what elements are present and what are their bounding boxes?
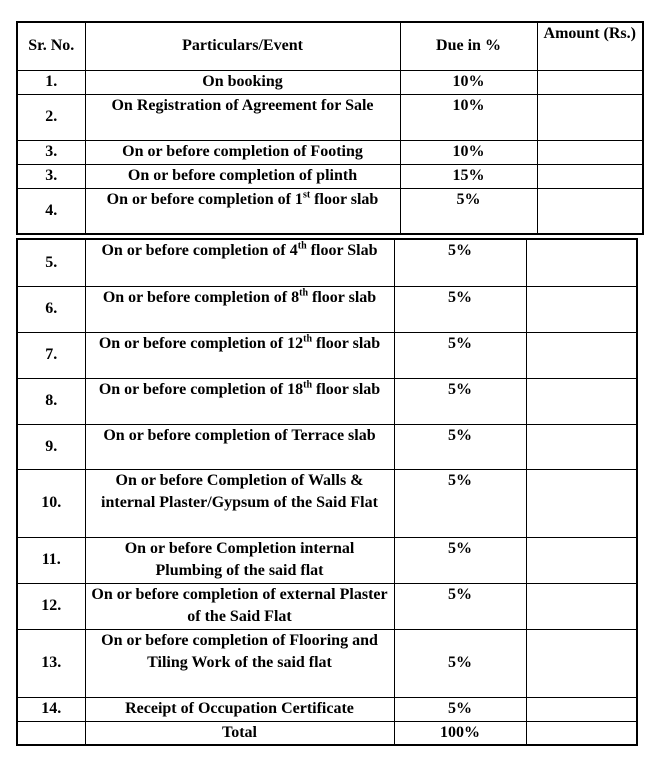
table-row [17,378,637,424]
due-cell: 5% [394,629,526,697]
total-label: Total [85,721,394,745]
due-cell: 10% [400,140,537,164]
event-cell: On or before Completion internal Plumbing of the said flat [85,537,394,583]
due-cell: 10% [400,94,537,140]
amount-cell [526,286,637,332]
due-cell: 5% [394,697,526,721]
table-row [17,332,637,378]
due-cell: 5% [394,332,526,378]
sr-cell: 11. [17,537,85,583]
table-row [17,239,637,286]
event-cell: On or before Completion of Walls & internal Plaster/Gypsum of the Said Flat [85,469,394,537]
due-cell: 5% [400,188,537,234]
header-amount: Amount (Rs.) [537,22,643,70]
amount-cell [537,188,643,234]
sr-cell: 4. [17,188,85,234]
amount-cell [526,583,637,629]
table-row [17,286,637,332]
event-cell: On or before completion of external Plaster of the Said Flat [85,583,394,629]
due-cell: 5% [394,378,526,424]
due-cell: 5% [394,239,526,286]
sr-cell: 8. [17,378,85,424]
amount-cell [526,378,637,424]
total-sr-cell [17,721,85,745]
header-row [17,22,643,70]
due-cell: 5% [394,424,526,469]
event-cell: On or before completion of 12th floor slab [85,332,394,378]
table-row [17,424,637,469]
due-cell: 10% [400,70,537,94]
sr-cell: 5. [17,239,85,286]
total-row [17,721,637,745]
table-row [17,697,637,721]
event-cell: On or before completion of Terrace slab [85,424,394,469]
amount-cell [537,164,643,188]
amount-cell [526,537,637,583]
payment-schedule-table-part2 [16,238,638,746]
sr-cell: 2. [17,94,85,140]
header-particulars: Particulars/Event [85,22,400,70]
table-row [17,188,643,234]
amount-cell [526,424,637,469]
due-cell: 5% [394,583,526,629]
header-due: Due in % [400,22,537,70]
event-cell: On or before completion of plinth [85,164,400,188]
sr-cell: 10. [17,469,85,537]
amount-cell [526,469,637,537]
total-due: 100% [394,721,526,745]
event-cell: On or before completion of 1st floor slab [85,188,400,234]
payment-schedule-table-part1 [16,21,644,235]
amount-cell [526,697,637,721]
sr-cell: 14. [17,697,85,721]
event-cell: On or before completion of Flooring and Tiling Work of the said flat [85,629,394,697]
sr-cell: 12. [17,583,85,629]
amount-cell [526,629,637,697]
event-cell: On Registration of Agreement for Sale [85,94,400,140]
event-cell: On or before completion of 8th floor slab [85,286,394,332]
sr-cell: 13. [17,629,85,697]
sr-cell: 3. [17,164,85,188]
event-cell: On or before completion of 4th floor Slab [85,239,394,286]
event-cell: On or before completion of 18th floor slab [85,378,394,424]
table-row [17,469,637,537]
sr-cell: 1. [17,70,85,94]
event-cell: On booking [85,70,400,94]
sr-cell: 6. [17,286,85,332]
amount-cell [526,332,637,378]
table-row [17,94,643,140]
event-cell: Receipt of Occupation Certificate [85,697,394,721]
table-row [17,629,637,697]
amount-cell [537,70,643,94]
header-sr-no: Sr. No. [17,22,85,70]
due-cell: 5% [394,286,526,332]
table-row [17,537,637,583]
amount-cell [537,94,643,140]
table-row [17,164,643,188]
total-amount-cell [526,721,637,745]
due-cell: 5% [394,537,526,583]
sr-cell: 3. [17,140,85,164]
sr-cell: 9. [17,424,85,469]
amount-cell [537,140,643,164]
amount-cell [526,239,637,286]
sr-cell: 7. [17,332,85,378]
due-cell: 15% [400,164,537,188]
due-cell: 5% [394,469,526,537]
table-row [17,70,643,94]
table-row [17,583,637,629]
event-cell: On or before completion of Footing [85,140,400,164]
table-row [17,140,643,164]
